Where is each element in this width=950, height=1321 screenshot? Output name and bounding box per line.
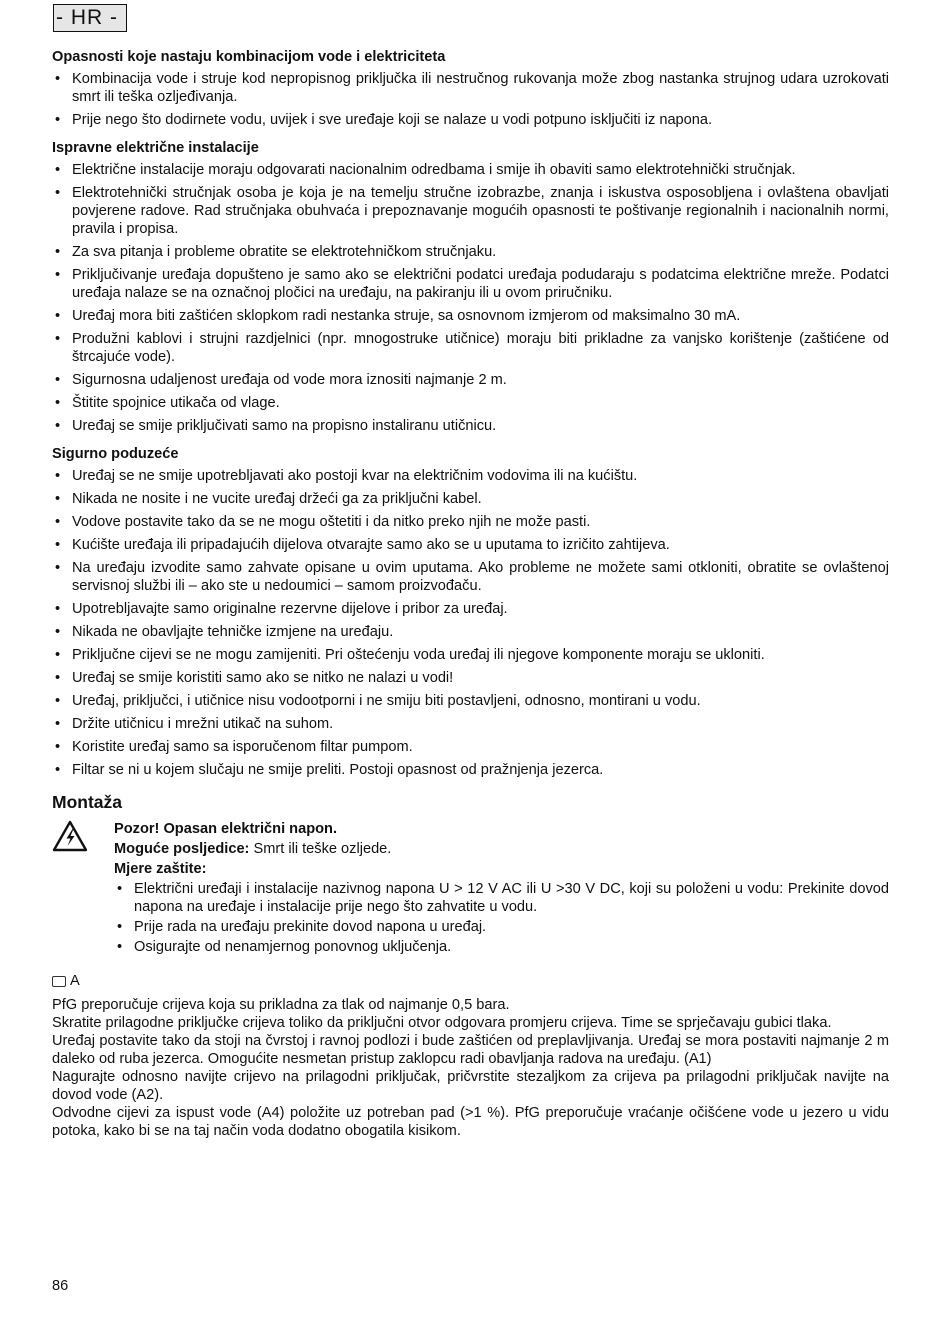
paragraph: Uređaj postavite tako da stoji na čvrstoj i ravnoj podlozi i bude zaštićen od preplavljivanja. Uređaj se mora postaviti najmanje 2 m daleko od ruba jezerca. Omogućite nesmetan pristup zaklopcu radi obavljanja radova na uređaju. (A1) bbox=[52, 1033, 889, 1067]
section-electrical-installations bbox=[52, 139, 889, 435]
warning-title: Pozor! Opasan električni napon. bbox=[114, 821, 338, 837]
list-item: • Koristite uređaj samo sa isporučenom filtar pumpom. bbox=[52, 738, 889, 756]
paragraph: Odvodne cijevi za ispust vode (A4) položite uz potreban pad (>1 %). PfG preporučuje vraćanje očišćene vode u jezero u vidu potoka, kako bi se na taj način voda dodatno obogatila kisikom. bbox=[52, 1105, 889, 1139]
list-item: • Uređaj se smije priključivati samo na propisno instaliranu utičnicu. bbox=[52, 417, 889, 435]
list-item: • Prije nego što dodirnete vodu, uvijek i sve uređaje koji se nalaze u vodi potpuno isključiti iz napona. bbox=[52, 111, 889, 129]
list-item: • Vodove postavite tako da se ne mogu oštetiti i da nitko preko njih ne može pasti. bbox=[52, 513, 889, 531]
paragraph: Skratite prilagodne priključke crijeva toliko da priključni otvor odgovara promjeru crijeva. Time se sprječavaju gubici tlaka. bbox=[52, 1015, 832, 1031]
protective-measures-label: Mjere zaštite: bbox=[114, 861, 207, 877]
list-item: • Kućište uređaja ili pripadajućih dijelova otvarajte samo ako se u uputama to izričito zahtijeva. bbox=[52, 536, 889, 554]
bullet-list bbox=[52, 70, 889, 129]
list-item: • Na uređaju izvodite samo zahvate opisane u ovim uputama. Ako probleme ne možete sami otkloniti, obratite se ovlaštenoj servisnoj službi ili – ako ste u nedoumici – samom proizvođaču. bbox=[52, 559, 889, 595]
list-item: • Sigurnosna udaljenost uređaja od vode mora iznositi najmanje 2 m. bbox=[52, 371, 889, 389]
figure-box-icon bbox=[52, 976, 66, 987]
page-content bbox=[52, 48, 889, 1140]
section-water-electricity bbox=[52, 48, 889, 129]
list-item: • Električne instalacije moraju odgovarati nacionalnim odredbama i smije ih obaviti samo elektrotehnički stručnjak. bbox=[52, 161, 889, 179]
list-item: • Za sva pitanja i probleme obratite se elektrotehničkom stručnjaku. bbox=[52, 243, 889, 261]
language-tag: - HR - bbox=[53, 4, 127, 32]
bullet-list bbox=[52, 467, 889, 779]
consequences-label: Moguće posljedice: bbox=[114, 841, 250, 857]
list-item: • Produžni kablovi i strujni razdjelnici (npr. mnogostruke utičnice) moraju biti prikladne za vanjsko korištenje (zaštićene od štrcajuće vode). bbox=[52, 330, 889, 366]
section-safe-operation bbox=[52, 445, 889, 779]
high-voltage-warning-icon bbox=[52, 820, 114, 958]
page-number: 86 bbox=[52, 1278, 69, 1294]
consequences-text: Smrt ili teške ozljede. bbox=[249, 841, 392, 857]
list-item: • Držite utičnicu i mrežni utikač na suhom. bbox=[52, 715, 889, 733]
montaza-paragraphs bbox=[52, 996, 889, 1140]
list-item: • Električni uređaji i instalacije nazivnog napona U > 12 V AC ili U >30 V DC, koji su položeni u vodu: Prekinite dovod napona na uređaje i instalacije prije nego što zahvatite u vodu. bbox=[114, 880, 889, 916]
figure-label: A bbox=[70, 973, 80, 989]
list-item: • Osigurajte od nenamjernog ponovnog uključenja. bbox=[114, 938, 889, 956]
list-item: • Uređaj se ne smije upotrebljavati ako postoji kvar na električnim vodovima ili na kućištu. bbox=[52, 467, 889, 485]
paragraph: PfG preporučuje crijeva koja su prikladna za tlak od najmanje 0,5 bara. bbox=[52, 997, 510, 1013]
list-item: • Uređaj, priključci, i utičnice nisu vodootporni i ne smiju biti postavljeni, odnosno, montirani u vodu. bbox=[52, 692, 889, 710]
warning-block bbox=[52, 820, 889, 958]
montaza-heading: Montaža bbox=[52, 792, 122, 812]
section-heading: Sigurno poduzeće bbox=[52, 446, 179, 462]
list-item: • Nikada ne nosite i ne vucite uređaj držeći ga za priključni kabel. bbox=[52, 490, 889, 508]
figure-reference bbox=[52, 972, 889, 990]
list-item: • Priključne cijevi se ne mogu zamijeniti. Pri oštećenju voda uređaj ili njegove komponente moraju se ukloniti. bbox=[52, 646, 889, 664]
list-item: • Štitite spojnice utikača od vlage. bbox=[52, 394, 889, 412]
section-heading: Opasnosti koje nastaju kombinacijom vode i elektriciteta bbox=[52, 49, 446, 65]
protective-measures-list bbox=[114, 880, 889, 956]
list-item: • Elektrotehnički stručnjak osoba je koja je na temelju stručne izobrazbe, znanja i iskustva osposobljena i ovlaštena obavljati povjerene radove. Rad stručnjaka obuhvaća i prepoznavanje mogućih opasnosti te poštivanje regionalnih i nacionalnih normi, pravila i propisa. bbox=[52, 184, 889, 238]
list-item: • Uređaj se smije koristiti samo ako se nitko ne nalazi u vodi! bbox=[52, 669, 889, 687]
list-item: • Priključivanje uređaja dopušteno je samo ako se električni podatci uređaja podudaraju s podatcima električne mreže. Podatci uređaja nalaze se na oznаčnoj pločici na uređaju, na pakiranju ili u ovom priručniku. bbox=[52, 266, 889, 302]
paragraph: Nagurajte odnosno navijte crijevo na prilagodni priključak, pričvrstite stezaljkom za crijeva pa prilagodni priključak navijte na dovod vode (A2). bbox=[52, 1069, 889, 1103]
bullet-list bbox=[52, 161, 889, 435]
list-item: • Nikada ne obavljajte tehničke izmjene na uređaju. bbox=[52, 623, 889, 641]
list-item: • Prije rada na uređaju prekinite dovod napona u uređaj. bbox=[114, 918, 889, 936]
list-item: • Upotrebljavajte samo originalne rezervne dijelove i pribor za uređaj. bbox=[52, 600, 889, 618]
list-item: • Uređaj mora biti zaštićen sklopkom radi nestanka struje, sa osnovnom izmjerom od maksimalno 30 mA. bbox=[52, 307, 889, 325]
list-item: • Kombinacija vode i struje kod nepropisnog priključka ili nestručnog rukovanja može zbog nastanka strujnog udara uzrokovati smrt ili teška ozljeđivanja. bbox=[52, 70, 889, 106]
list-item: • Filtar se ni u kojem slučaju ne smije preliti. Postoji opasnost od pražnjenja jezerca. bbox=[52, 761, 889, 779]
section-heading: Ispravne električne instalacije bbox=[52, 140, 259, 156]
